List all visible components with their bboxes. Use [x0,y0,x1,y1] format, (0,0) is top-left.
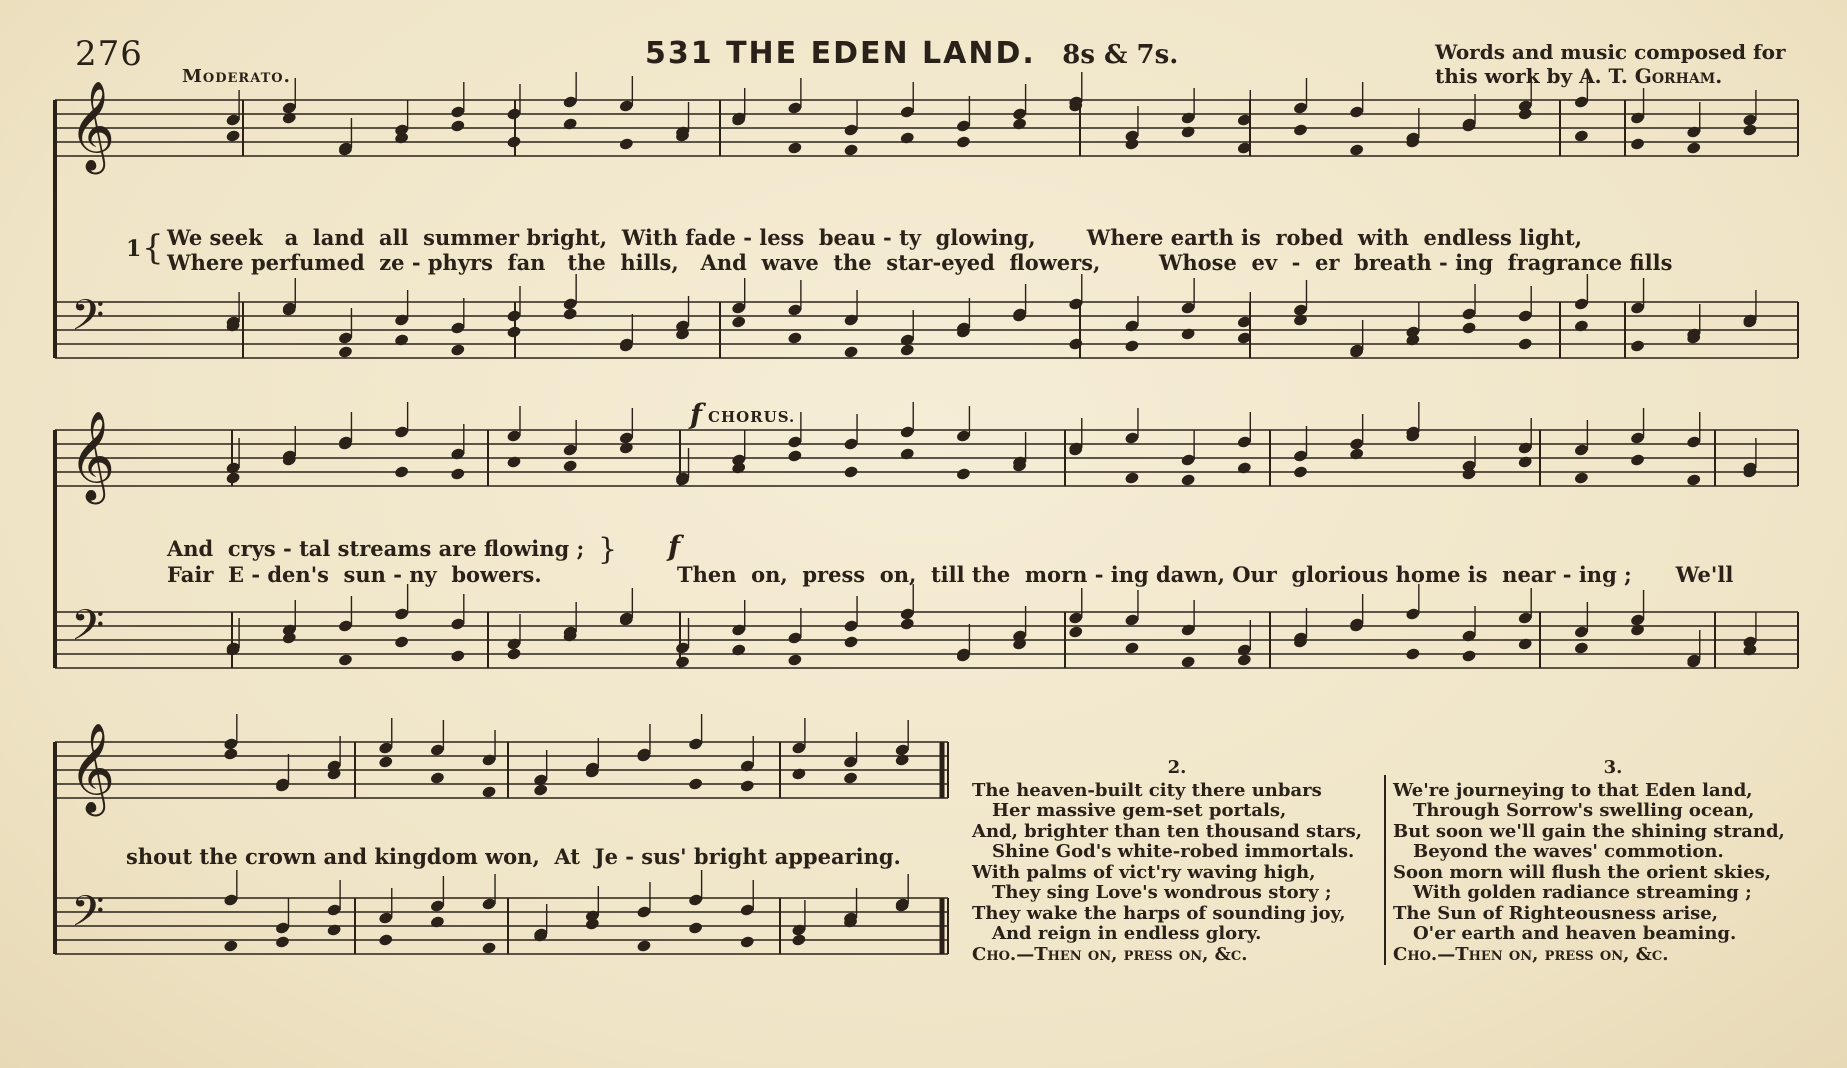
verse-2-number: 2. [1167,757,1187,778]
note-head [843,465,859,479]
note-head [394,635,410,649]
verse-2-block [972,758,1382,965]
note-head [1630,137,1646,151]
lyric-line-5: shout the crown and kingdom won, At Je - sus' bright appearing. [126,844,901,869]
note-head [450,119,466,133]
note-head [1574,129,1590,143]
credit-line-1: Words and music composed for [1435,40,1786,64]
note-head [275,935,291,949]
note-head [1180,473,1196,487]
verse-divider [1384,775,1386,965]
hymn-number: 531 [645,36,714,71]
verse-2-line: They wake the harps of sounding joy, [972,902,1346,924]
note-head [1293,465,1309,479]
note-head [894,753,910,767]
verse-3-line: O'er earth and heaven beaming. [1413,923,1737,944]
note-head [899,617,915,631]
note-head [688,777,704,791]
note-head [1686,141,1702,155]
treble-clef-icon: 𝄞 [69,411,116,501]
note-head [636,939,652,953]
note-head [1405,647,1421,661]
verse-3-line: The Sun of Righteousness arise, [1393,902,1719,924]
note-head [338,345,354,359]
note-head [1124,641,1140,655]
dynamic-forte-lyric: f [668,530,681,563]
note-head [791,767,807,781]
note-head [1180,655,1196,669]
note-head [1349,143,1365,157]
note-head [1742,123,1758,137]
note-head [223,939,239,953]
lyric-line-4: Fair E - den's sun - ny bowers. [167,562,542,587]
verse-2-line: And reign in endless glory. [992,923,1262,944]
note-head [1517,337,1533,351]
note-head [1293,313,1309,327]
verse-2-chorus-ref: Cho.—Then on, press on, &c. [972,943,1248,965]
chorus-lyric: Then on, press on, till the morn - ing dawn, Our glorious home is near - ing ; We'll [677,562,1734,587]
note-head [1630,623,1646,637]
note-head [1630,453,1646,467]
verse-2-line: With palms of vict'ry waving high, [972,861,1316,883]
meter: 8s & 7s. [1062,40,1179,70]
verse-3-line: Soon morn will flush the orient skies, [1393,861,1772,883]
note-head [787,141,803,155]
verse-3-line: Through Sorrow's swelling ocean, [1413,800,1755,821]
verse-3-block [1393,758,1833,965]
note-head [787,449,803,463]
note-head [731,315,747,329]
note-head [739,779,755,793]
page-number: 276 [75,34,143,74]
note-head [731,643,747,657]
note-head [1574,471,1590,485]
verse-3-line: We're journeying to that Eden land, [1393,779,1753,801]
note-head [450,467,466,481]
note-head [899,343,915,357]
note-head [1517,455,1533,469]
note-head [899,447,915,461]
note-head [1293,123,1309,137]
note-head [223,747,239,761]
note-head [281,111,297,125]
note-head [843,345,859,359]
note-head [688,921,704,935]
note-head [1012,117,1028,131]
dynamic-forte-upper: f [690,398,703,431]
note-head [394,333,410,347]
title-text: THE EDEN LAND. [726,36,1036,71]
verse-2-line: Shine God's white-robed immortals. [992,841,1355,862]
note-head [481,941,497,955]
note-head [506,325,522,339]
note-head [956,135,972,149]
note-head [1461,649,1477,663]
verse-3-number: 3. [1603,757,1623,778]
note-head [1349,447,1365,461]
note-head [739,935,755,949]
verse-2-line: And, brighter than ten thousand stars, [972,820,1363,842]
verse-3-line: With golden radiance streaming ; [1413,882,1752,903]
note-head [506,135,522,149]
note-head [956,467,972,481]
note-head [562,117,578,131]
note-head [787,653,803,667]
verse-number: 1 [126,236,142,262]
note-head [1517,637,1533,651]
note-head [430,915,446,929]
lyric-line-1: We seek a land all summer bright, With fade - less beau - ty glowing, Where earth is robed with endless light, [167,225,1583,250]
verse-2-line: The heaven-built city there unbars [972,779,1322,801]
note-head [675,655,691,669]
verse-3-chorus-ref: Cho.—Then on, press on, &c. [1393,943,1669,965]
note-head [562,459,578,473]
treble-clef-icon: 𝄞 [69,81,116,171]
note-head [562,307,578,321]
note-head [1180,327,1196,341]
note-head [450,343,466,357]
composer-name: Gorham. [1634,64,1723,88]
note-head [506,647,522,661]
note-head [481,785,497,799]
note-head [378,933,394,947]
bass-clef-icon: 𝄢 [71,887,105,947]
note-head [1574,641,1590,655]
note-head [791,933,807,947]
note-head [787,331,803,345]
note-head [1180,125,1196,139]
note-head [1124,339,1140,353]
lyric-line-2: Where perfumed ze - phyrs fan the hills, And wave the star-eyed flowers, Whose ev - er breath - ing fragrance fills [167,250,1673,275]
note-head [1236,461,1252,475]
note-head [1574,319,1590,333]
note-head [619,137,635,151]
note-head [506,455,522,469]
note-head [899,131,915,145]
chorus-label: CHORUS. [708,408,796,426]
verse-2-line: They sing Love's wondrous story ; [992,882,1332,903]
note-head [1068,625,1084,639]
note-head [1461,321,1477,335]
note-head [225,471,241,485]
treble-clef-icon: 𝄞 [69,723,116,813]
verse-2-line: Her massive gem-set portals, [992,800,1287,821]
lyric-brace: { [142,228,164,268]
bass-clef-icon: 𝄢 [71,601,105,661]
note-head [338,653,354,667]
bass-clef-icon: 𝄢 [71,291,105,351]
note-head [843,143,859,157]
tempo-marking: Moderato. [182,66,291,87]
verse-3-line: Beyond the waves' commotion. [1413,841,1724,862]
note-head [1630,339,1646,353]
note-head [225,129,241,143]
note-head [533,783,549,797]
verse-3-line: But soon we'll gain the shining strand, [1393,820,1785,842]
note-head [1236,653,1252,667]
note-head [450,649,466,663]
note-head [378,755,394,769]
note-head [843,771,859,785]
note-head [1686,473,1702,487]
credit-line-2: this work by A. T. Gorham. [1435,64,1723,88]
note-head [430,771,446,785]
lyric-line-3: And crys - tal streams are flowing ; [167,536,585,561]
lyric-brace-2: } [598,532,618,567]
note-head [1124,471,1140,485]
note-head [1068,337,1084,351]
note-head [326,923,342,937]
note-head [394,465,410,479]
note-head [843,635,859,649]
note-head [619,441,635,455]
